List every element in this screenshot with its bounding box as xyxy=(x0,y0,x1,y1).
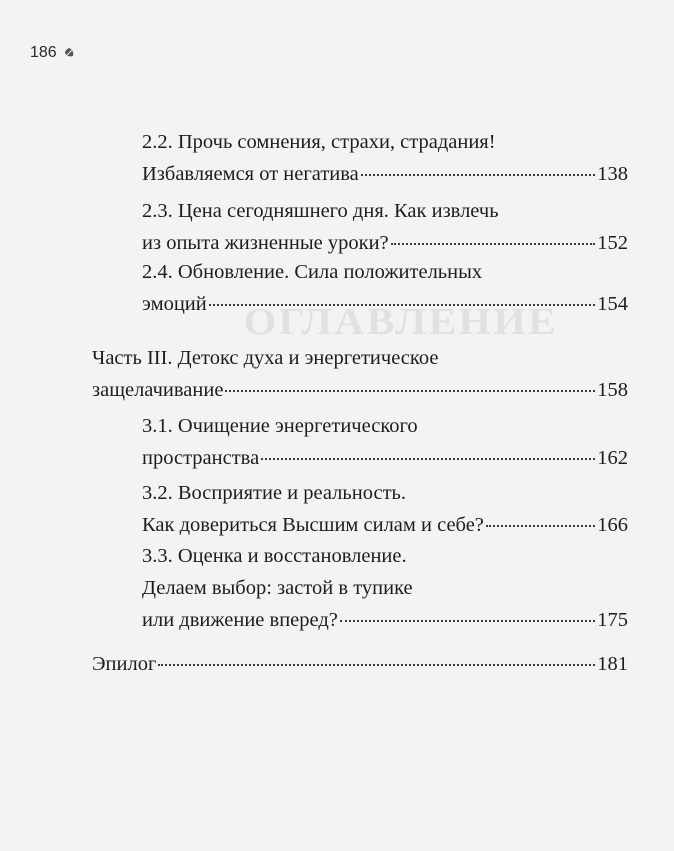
toc-page-number: 158 xyxy=(597,379,628,401)
toc-entry-title-end: или движение вперед? xyxy=(142,609,338,631)
toc-entry-last-line xyxy=(92,648,628,680)
toc-entry-title: Делаем выбор: застой в тупике xyxy=(142,577,413,599)
toc-entry-title-end: Как довериться Высшим силам и себе? xyxy=(142,514,484,536)
toc-page-number: 175 xyxy=(597,609,628,631)
toc-entry-title: 3.2. Восприятие и реальность. xyxy=(142,482,406,504)
toc-entry-last-line xyxy=(142,288,628,320)
toc-entry-title-end: пространства xyxy=(142,447,260,469)
toc-entry-title: 2.4. Обновление. Сила положительных xyxy=(142,261,483,283)
toc-entry-title: 2.2. Прочь сомнения, страхи, страдания! xyxy=(142,131,496,153)
toc-page-number: 181 xyxy=(597,653,628,675)
page-number: 186 xyxy=(30,44,57,61)
dot-leader xyxy=(225,390,595,392)
toc-entry-last-line xyxy=(142,227,628,259)
dot-leader xyxy=(340,620,595,622)
toc-page-number: 162 xyxy=(597,447,628,469)
dot-leader xyxy=(261,458,595,460)
toc-entry-last-line xyxy=(142,509,628,541)
toc-page-number: 166 xyxy=(597,514,628,536)
toc-entry-title: 3.1. Очищение энергетического xyxy=(142,415,418,437)
toc-entry-part[interactable] xyxy=(92,342,628,406)
toc-entry-last-line xyxy=(142,158,628,190)
toc-page-number: 154 xyxy=(597,293,628,315)
toc-entry[interactable] xyxy=(142,477,628,541)
dot-leader xyxy=(391,243,596,245)
toc-page-number: 152 xyxy=(597,232,628,254)
toc-entry-title-end: из опыта жизненные уроки? xyxy=(142,232,389,254)
toc-entry-title: 2.3. Цена сегодняшнего дня. Как извлечь xyxy=(142,200,499,222)
dot-leader xyxy=(486,525,595,527)
toc-entry[interactable] xyxy=(142,256,628,320)
bleed-through-heading: ОГЛАВЛЕНИЕ xyxy=(243,301,559,343)
toc-entry-title-end: защелачивание xyxy=(92,379,224,401)
toc-entry-title: Часть III. Детокс духа и энергетическое xyxy=(92,347,439,369)
leaf-ornament-icon xyxy=(63,47,75,59)
toc-entry-epilogue[interactable] xyxy=(92,648,628,680)
toc-entry-title-end: эмоций xyxy=(142,293,207,315)
toc-entry[interactable] xyxy=(142,540,628,636)
toc-entry-title: 3.3. Оценка и восстановление. xyxy=(142,545,407,567)
toc-entry-title-end: Избавляемся от негатива xyxy=(142,163,359,185)
dot-leader xyxy=(361,174,595,176)
dot-leader xyxy=(209,304,595,306)
toc-entry[interactable] xyxy=(142,410,628,474)
toc-entry[interactable] xyxy=(142,126,628,190)
toc-page-number: 138 xyxy=(597,163,628,185)
toc-entry-last-line xyxy=(142,604,628,636)
toc-entry-title-end: Эпилог xyxy=(92,653,157,675)
toc-entry-last-line xyxy=(92,374,628,406)
toc-entry[interactable] xyxy=(142,195,628,259)
toc-entry-last-line xyxy=(142,442,628,474)
dot-leader xyxy=(158,664,595,666)
